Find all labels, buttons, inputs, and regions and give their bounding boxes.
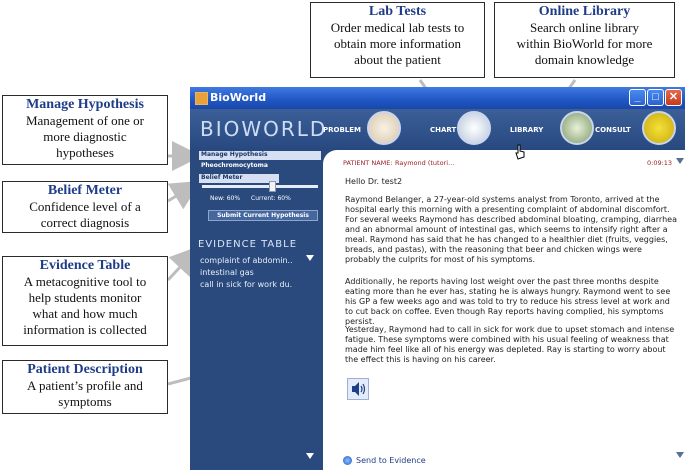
scroll-down-icon	[676, 452, 684, 458]
callout-line: more diagnostic	[43, 129, 127, 144]
evidence-table-title: EVIDENCE TABLE	[198, 239, 298, 250]
nav-library[interactable]: LIBRARY	[510, 126, 544, 134]
close-button[interactable]: ✕	[665, 89, 682, 106]
callout-patient-description	[2, 360, 168, 414]
scroll-down-icon	[306, 453, 314, 459]
callout-manage-hypothesis	[2, 95, 168, 165]
title-bar	[190, 87, 685, 109]
callout-line: within BioWorld for more	[516, 36, 653, 51]
belief-slider[interactable]	[202, 185, 318, 188]
callout-line: information is collected	[23, 322, 147, 337]
clipboard-icon[interactable]	[457, 111, 491, 145]
callout-line: help students monitor	[28, 290, 142, 305]
window-title: BioWorld	[210, 91, 267, 104]
belief-current: Current: 60%	[251, 195, 291, 202]
patient-description-panel	[323, 150, 685, 470]
submit-hypothesis-button[interactable]: Submit Current Hypothesis	[208, 210, 318, 221]
sidebar	[190, 151, 323, 470]
callout-online-library	[494, 2, 675, 78]
book-icon[interactable]	[560, 111, 594, 145]
callout-title: Online Library	[538, 4, 631, 19]
evidence-item[interactable]: complaint of abdomin..	[200, 256, 293, 265]
callout-line: Management of one or	[25, 113, 145, 128]
callout-title: Belief Meter	[47, 183, 123, 198]
callout-line: symptoms	[58, 394, 112, 409]
callout-line: Order medical lab tests to	[330, 20, 465, 35]
callout-evidence-table	[2, 256, 168, 346]
evidence-item[interactable]: intestinal gas	[200, 268, 254, 277]
patient-name: Raymond (tutori…	[395, 159, 455, 167]
callout-line: hypotheses	[56, 145, 114, 160]
nav-chart[interactable]: CHART	[430, 126, 457, 134]
timer: 0:09:13	[647, 159, 673, 167]
bioworld-window	[190, 87, 685, 470]
brand-logo: BIOWORLD	[200, 117, 328, 141]
patient-paragraph-2: Additionally, he reports having lost weight over the past three months despite eating more than he ever has, stating he is always hungry. Raymond went to see his GP a few weeks ago and was told to try to reduce his stress level at work and to cut back on coffee. Even though Ray reports having complied, his symptoms persist.	[345, 277, 671, 326]
callout-line: A metacognitive tool to	[23, 274, 147, 289]
speaker-icon[interactable]	[347, 378, 369, 400]
callout-line: A patient’s profile and	[27, 378, 143, 393]
send-label: Send to Evidence	[356, 456, 426, 465]
help-icon[interactable]	[642, 111, 676, 145]
belief-meter-label: Belief Meter	[199, 174, 279, 183]
app-icon	[195, 92, 208, 105]
callout-title: Lab Tests	[368, 4, 427, 19]
callout-belief-meter	[2, 181, 168, 233]
globe-icon	[343, 456, 352, 465]
callout-title: Patient Description	[27, 362, 143, 377]
app-header	[190, 109, 685, 151]
callout-title: Evidence Table	[39, 258, 131, 273]
callout-title: Manage Hypothesis	[26, 97, 144, 112]
scroll-up-icon	[676, 158, 684, 164]
current-hypothesis[interactable]: Pheochromocytoma	[201, 162, 268, 169]
callout-line: obtain more information	[333, 36, 462, 51]
callout-line: about the patient	[354, 52, 441, 67]
maximize-button[interactable]: □	[647, 89, 664, 106]
doctor-icon[interactable]	[367, 111, 401, 145]
evidence-item[interactable]: call in sick for work du.	[200, 280, 293, 289]
nav-consult[interactable]: CONSULT	[595, 126, 631, 134]
callout-line: correct diagnosis	[40, 215, 130, 230]
minimize-button[interactable]: _	[629, 89, 646, 106]
callout-line: what and how much	[32, 306, 138, 321]
callout-line: Search online library	[529, 20, 639, 35]
belief-new: New: 60%	[210, 195, 241, 202]
scroll-up-icon	[306, 255, 314, 261]
manage-hypothesis-button[interactable]: Manage Hypothesis	[199, 151, 321, 160]
greeting: Hello Dr. test2	[345, 177, 403, 186]
callout-lab-tests	[310, 2, 485, 78]
patient-paragraph-3: Yesterday, Raymond had to call in sick for work due to upset stomach and intense fatigue. These symptoms were combined with his usual feeling of weakness that made him feel like all of his energy was depleted. Ray is starting to worry about the effect this is having on his career.	[345, 325, 675, 364]
callout-line: domain knowledge	[534, 52, 635, 67]
evidence-scrollbar[interactable]	[306, 255, 314, 463]
callout-line: Confidence level of a	[29, 199, 141, 214]
nav-problem[interactable]: PROBLEM	[323, 126, 362, 134]
belief-slider-knob[interactable]	[269, 181, 276, 192]
send-to-evidence-button[interactable]	[343, 456, 426, 465]
patient-paragraph-1: Raymond Belanger, a 27-year-old systems analyst from Toronto, arrived at the hospital early this morning with a presenting complaint of abdominal discomfort. For several weeks Raymond has described abdominal bloating, cramping, diarrhea and an abnormal amount of intestinal gas, which seems to intensify right after a meal. Raymond has said that he has changed to a healthier diet (fruits, veggies, breads, and pastas), with the reasoning that beer and chicken wings were probably the culprits for most of his symptoms.	[345, 195, 677, 264]
content-scrollbar[interactable]	[675, 158, 685, 464]
patient-name-label: PATIENT NAME:	[343, 159, 393, 167]
hand-cursor-icon	[514, 144, 526, 160]
